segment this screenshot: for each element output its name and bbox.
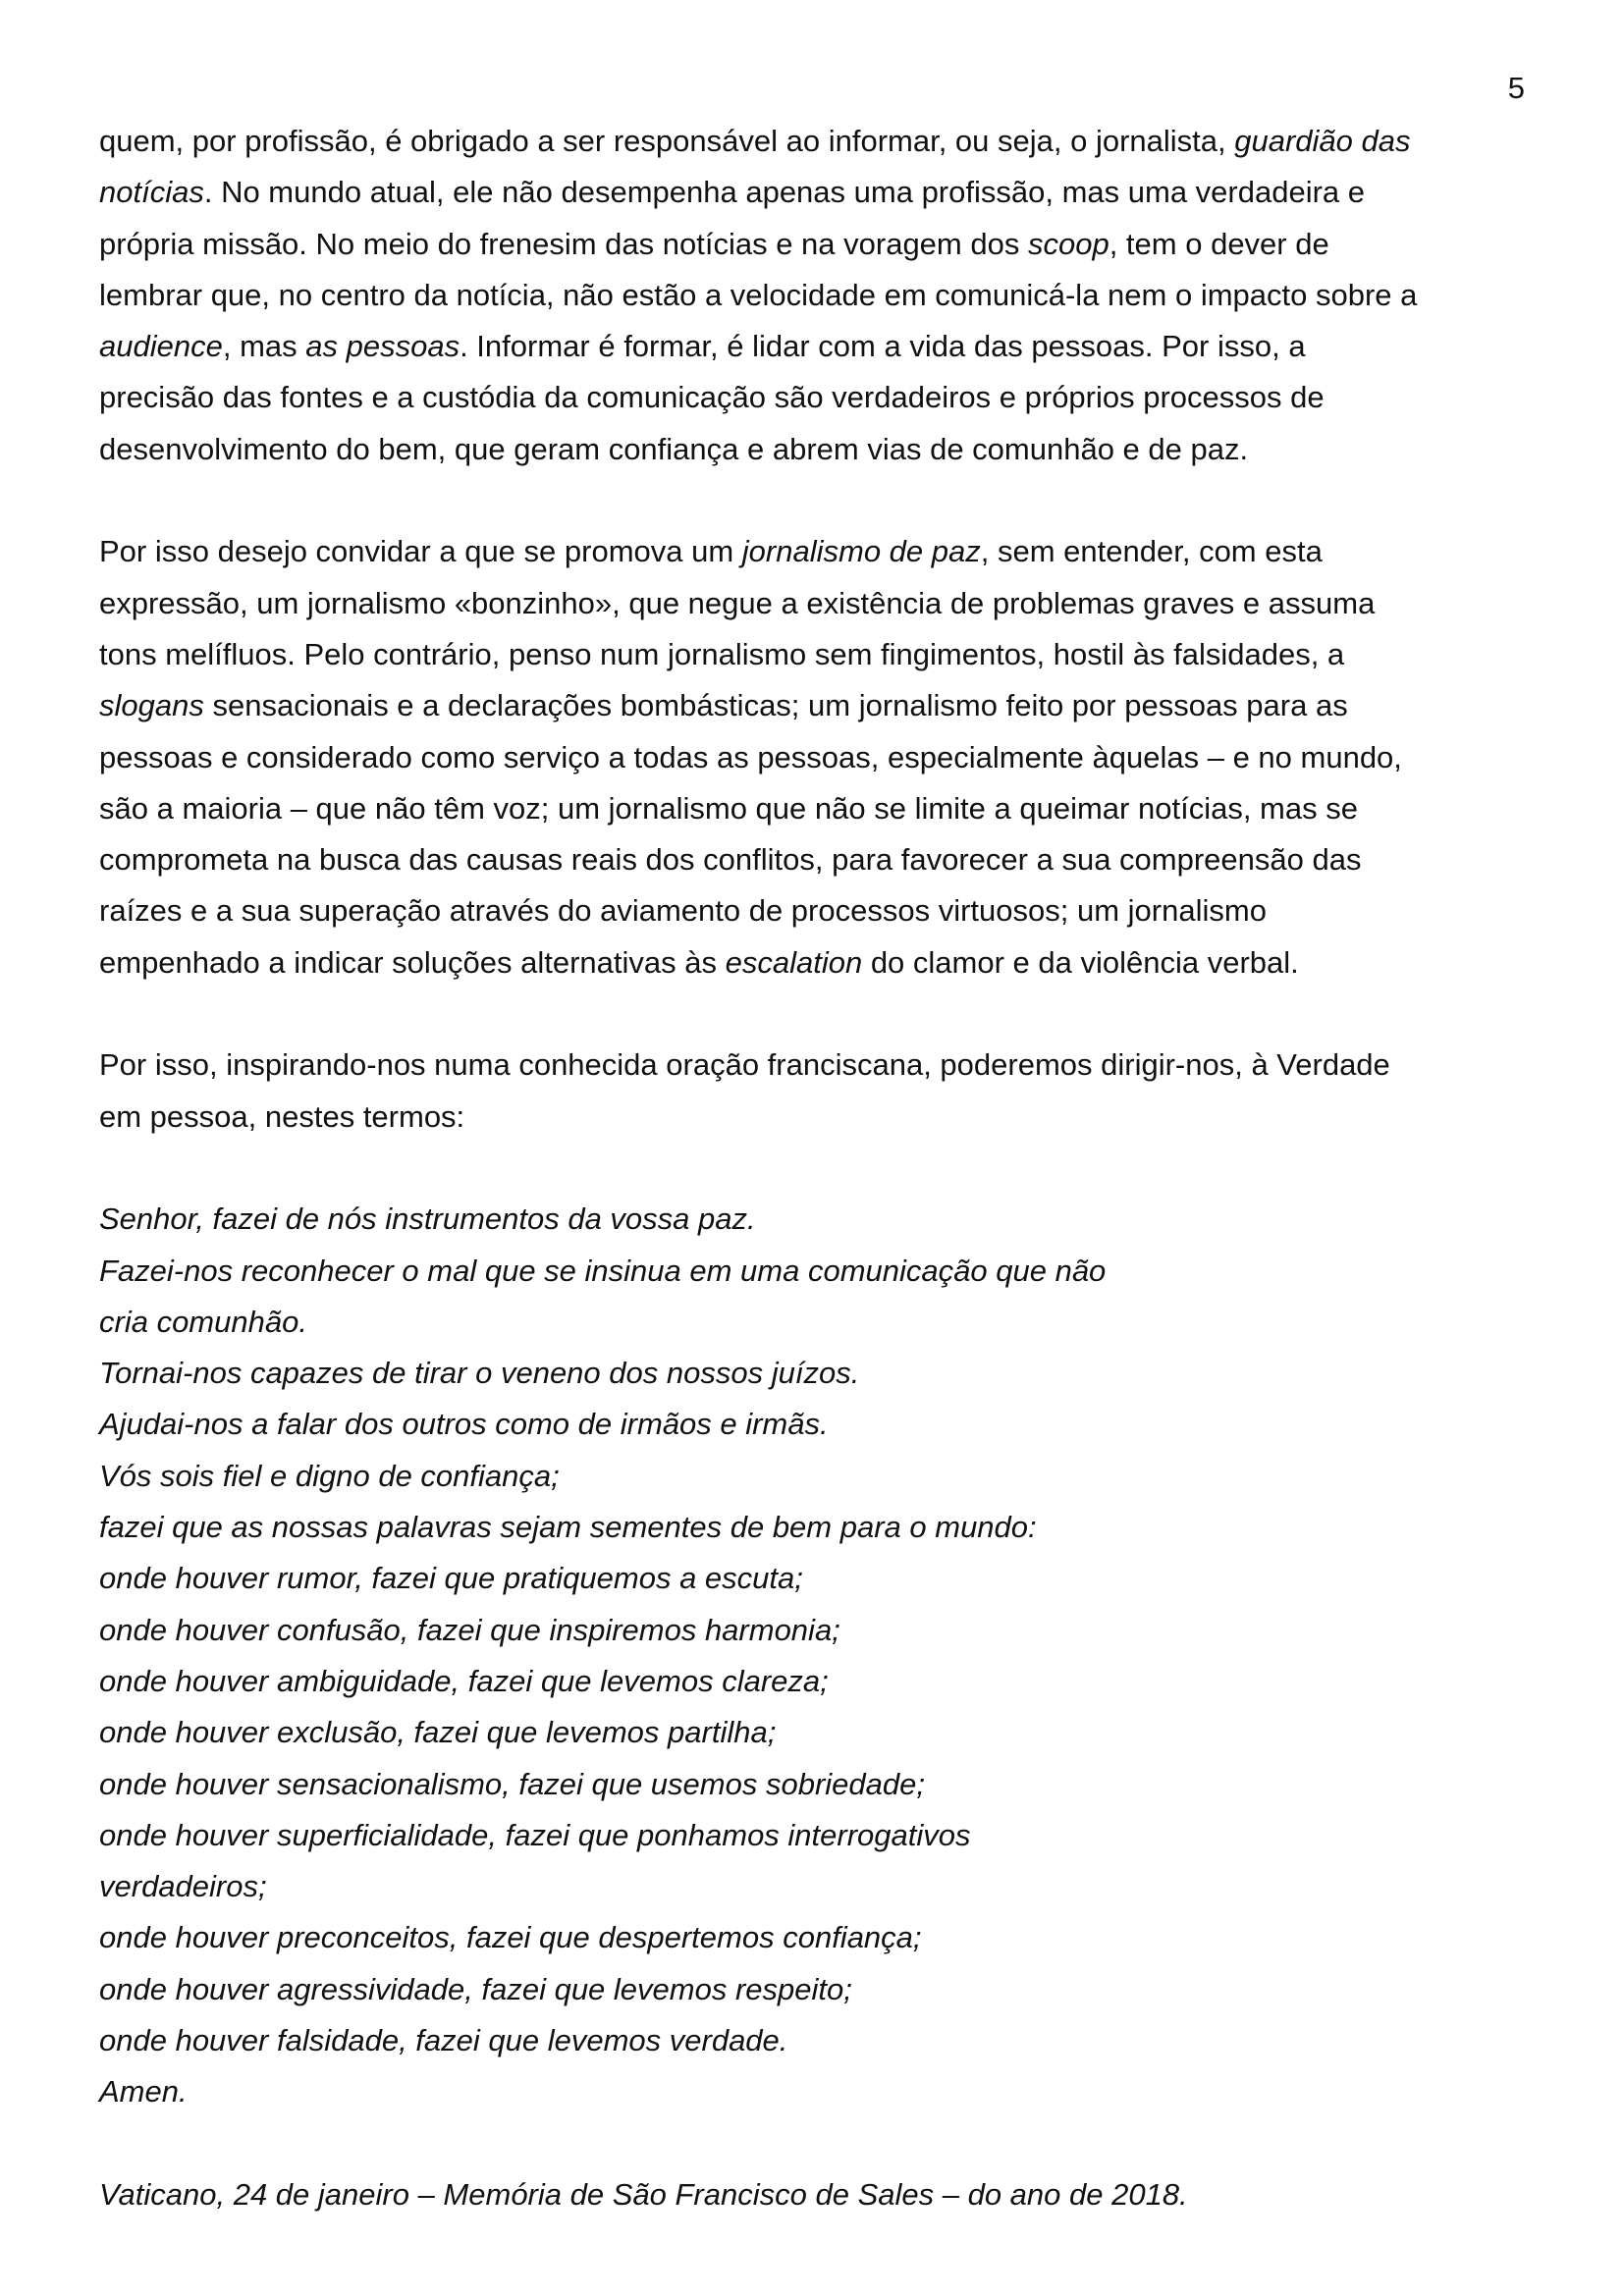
prayer-line: cria comunhão. (99, 1304, 307, 1339)
prayer-line: onde houver sensacionalismo, fazei que usemos sobriedade; (99, 1766, 925, 1801)
italic-run: as pessoas (305, 329, 460, 364)
prayer-line: onde houver exclusão, fazei que levemos partilha; (99, 1715, 777, 1750)
text-run: desenvolvimento do bem, que geram confiança e abrem vias de comunhão e de paz. (99, 431, 1249, 466)
text-line (99, 937, 1533, 988)
text-run: quem, por profissão, é obrigado a ser responsável ao informar, ou seja, o jornalista, (99, 124, 1235, 158)
text-line (99, 680, 1533, 731)
text-line (99, 424, 1533, 475)
text-run: são a maioria – que não têm voz; um jornalismo que não se limite a queimar notícias, mas se (99, 790, 1358, 826)
text-run: Por isso, inspirando-nos numa conhecida oração franciscana, poderemos dirigir-nos, à Verdade (99, 1047, 1390, 1083)
prayer-line: onde houver rumor, fazei que pratiquemos a escuta; (99, 1561, 803, 1596)
prayer-line: verdadeiros; (99, 1869, 267, 1904)
prayer-line: Vós sois fiel e digno de confiança; (99, 1458, 560, 1493)
text-line (99, 578, 1533, 629)
italic-run: notícias (99, 175, 204, 210)
text-line (99, 732, 1533, 783)
italic-run: jornalismo de paz (741, 534, 981, 569)
prayer-line: Amen. (99, 2074, 188, 2109)
page-number: 5 (1507, 71, 1525, 105)
prayer-line: onde houver ambiguidade, fazei que levemos clareza; (99, 1663, 829, 1698)
text-run: lembrar que, no centro da notícia, não estão a velocidade em comunicá-la nem o impacto sobre a (99, 277, 1418, 312)
text-line (99, 526, 1533, 577)
paragraph-journalist (99, 116, 1533, 475)
text-line (99, 834, 1533, 885)
prayer-line: fazei que as nossas palavras sejam sementes de bem para o mundo: (99, 1510, 1037, 1545)
text-line (99, 885, 1533, 936)
italic-run: audience (99, 329, 223, 364)
text-run: comprometa na busca das causas reais dos conflitos, para favorecer a sua compreensão das (99, 842, 1362, 878)
text-line (99, 167, 1533, 218)
text-run: raízes e a sua superação através do aviamento de processos virtuosos; um jornalismo (99, 893, 1267, 929)
text-line (99, 629, 1533, 680)
italic-run: escalation (725, 944, 863, 980)
paragraph-prayer-intro (99, 1040, 1533, 1143)
prayer-line: onde houver superficialidade, fazei que ponhamos interrogativos (99, 1817, 971, 1852)
text-run: em pessoa, nestes termos: (99, 1098, 465, 1134)
text-line (99, 321, 1533, 372)
signature-line: Vaticano, 24 de janeiro – Memória de São Francisco de Sales – do ano de 2018. (99, 2176, 1188, 2212)
text-run: precisão das fontes e a custódia da comunicação são verdadeiros e próprios processos de (99, 380, 1325, 415)
prayer (99, 1194, 1533, 2117)
text-line (99, 270, 1533, 321)
text-run: do clamor e da violência verbal. (862, 944, 1299, 980)
text-line (99, 219, 1533, 270)
text-run: empenhado a indicar soluções alternativas às (99, 944, 726, 980)
text-line (99, 1092, 1533, 1143)
text-run: sensacionais e a declarações bombásticas; um jornalismo feito por pessoas para as (203, 688, 1348, 723)
paragraph-peace-journalism (99, 526, 1533, 988)
text-line (99, 116, 1533, 167)
text-run: própria missão. No meio do frenesim das notícias e na voragem dos (99, 226, 1028, 261)
text-run: . Informar é formar, é lidar com a vida das pessoas. Por isso, a (460, 329, 1306, 364)
prayer-line: onde houver falsidade, fazei que levemos verdade. (99, 2022, 788, 2057)
italic-run: guardião das (1234, 124, 1411, 158)
text-run: , sem entender, com esta (980, 534, 1323, 569)
text-run: tons melífluos. Pelo contrário, penso num jornalismo sem fingimentos, hostil às falsidades, a (99, 636, 1345, 671)
text-run: , mas (222, 329, 306, 364)
text-run: pessoas e considerado como serviço a todas as pessoas, especialmente àquelas – e no mundo, (99, 739, 1402, 774)
document-body (99, 116, 1533, 2220)
text-run: . No mundo atual, ele não desempenha apenas uma profissão, mas uma verdadeira e (203, 175, 1366, 210)
prayer-line: Ajudai-nos a falar dos outros como de irmãos e irmãs. (99, 1407, 829, 1442)
prayer-line: Senhor, fazei de nós instrumentos da vossa paz. (99, 1201, 756, 1237)
text-line (99, 372, 1533, 423)
italic-run: scoop (1027, 226, 1109, 261)
prayer-line: onde houver preconceitos, fazei que despertemos confiança; (99, 1920, 922, 1955)
prayer-line: onde houver agressividade, fazei que levemos respeito; (99, 1971, 852, 2006)
prayer-line: Tornai-nos capazes de tirar o veneno dos nossos juízos. (99, 1356, 860, 1391)
prayer-line: onde houver confusão, fazei que inspiremos harmonia; (99, 1612, 840, 1647)
text-run: Por isso desejo convidar a que se promova um (99, 534, 742, 569)
text-line (99, 1040, 1533, 1091)
text-run: , tem o dever de (1109, 226, 1329, 261)
prayer-line: Fazei-nos reconhecer o mal que se insinua em uma comunicação que não (99, 1253, 1107, 1288)
italic-run: slogans (99, 688, 204, 723)
text-run: expressão, um jornalismo «bonzinho», que negue a existência de problemas graves e assuma (99, 585, 1376, 620)
text-line (99, 783, 1533, 834)
